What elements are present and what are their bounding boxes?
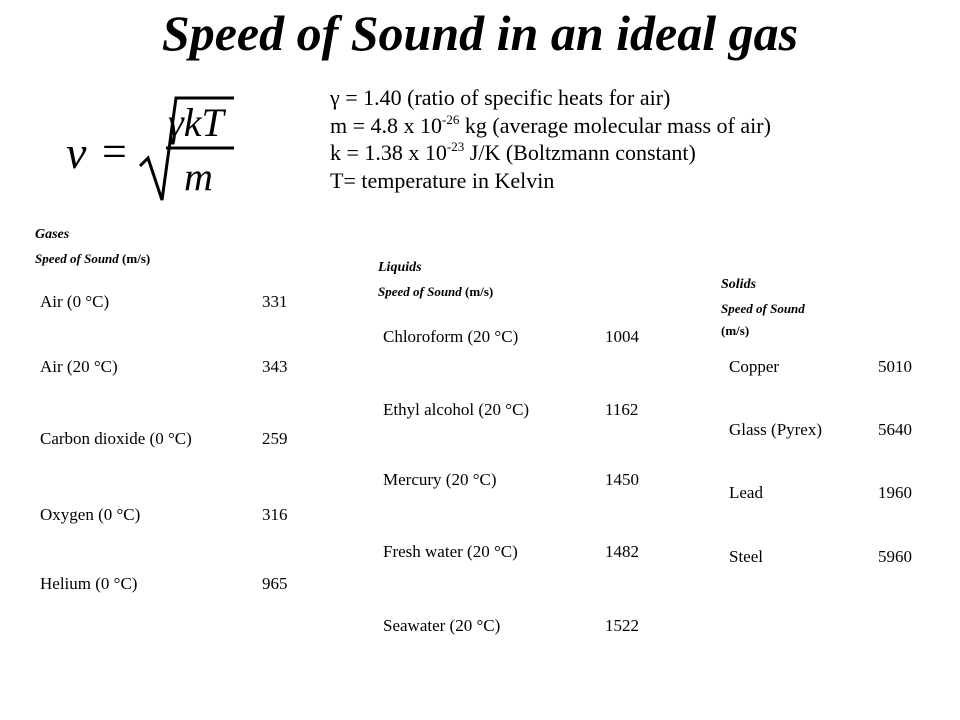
gas-name: Helium (0 °C): [40, 574, 138, 593]
liquids-heading: [378, 255, 493, 303]
liquid-speed: 1004: [605, 327, 639, 346]
formula-parameters: [330, 84, 771, 194]
table-row: [40, 292, 288, 312]
formula-numerator: γkT: [168, 100, 224, 145]
liquid-speed: 1450: [605, 470, 639, 489]
table-row: [383, 400, 639, 420]
param-gamma: γ = 1.40 (ratio of specific heats for air): [330, 85, 671, 110]
gas-name: Air (20 °C): [40, 357, 118, 376]
gas-name: Oxygen (0 °C): [40, 505, 141, 524]
table-row: [40, 505, 288, 525]
solid-name: Copper: [729, 357, 780, 376]
gas-speed: 343: [262, 357, 288, 376]
gas-speed: 316: [262, 505, 288, 524]
solid-name: Lead: [729, 483, 763, 502]
solid-speed: 5640: [878, 420, 912, 439]
table-row: [383, 542, 639, 562]
liquid-name: Fresh water (20 °C): [383, 542, 518, 561]
formula-lhs: v: [66, 127, 87, 178]
gas-speed: 331: [262, 292, 288, 311]
table-row: [383, 616, 639, 636]
table-row: [729, 357, 912, 377]
formula-equals: =: [102, 127, 127, 176]
solid-speed: 1960: [878, 483, 912, 502]
table-row: [40, 429, 288, 449]
liquid-name: Chloroform (20 °C): [383, 327, 519, 346]
param-temperature: T= temperature in Kelvin: [330, 167, 555, 193]
solids-subheading: Speed of Sound (m/s): [721, 301, 805, 338]
gases-subheading: Speed of Sound (m/s): [35, 251, 151, 266]
gas-speed: 259: [262, 429, 288, 448]
liquid-name: Ethyl alcohol (20 °C): [383, 400, 530, 419]
liquid-speed: 1522: [605, 616, 639, 635]
table-row: [729, 483, 912, 503]
solid-speed: 5960: [878, 547, 912, 566]
gases-category: Gases: [35, 227, 70, 242]
table-row: [40, 574, 288, 594]
param-mass: m = 4.8 x $10^{-26}$ kg (average molecular mass of air): [330, 111, 771, 138]
gases-heading: [35, 222, 150, 270]
gas-name: Air (0 °C): [40, 292, 110, 311]
table-row: [383, 470, 639, 490]
liquid-speed: 1482: [605, 542, 639, 561]
table-row: [729, 420, 912, 440]
formula-denominator: m: [184, 154, 213, 199]
page-title: Speed of Sound in an ideal gas: [161, 5, 799, 61]
solid-name: Steel: [729, 547, 763, 566]
gas-speed: 965: [262, 574, 288, 593]
solids-category: Solids: [721, 277, 757, 292]
liquid-speed: 1162: [605, 400, 639, 419]
solids-heading: [721, 272, 861, 342]
solid-speed: 5010: [878, 357, 912, 376]
param-boltzmann: k = 1.38 x $10^{-23}$ J/K (Boltzmann constant): [330, 139, 696, 165]
speed-formula: [62, 92, 252, 204]
table-row: [729, 547, 912, 567]
liquids-subheading: Speed of Sound (m/s): [378, 284, 494, 299]
table-row: [383, 327, 639, 347]
liquids-category: Liquids: [378, 260, 422, 275]
solid-name: Glass (Pyrex): [729, 420, 823, 439]
gas-name: Carbon dioxide (0 °C): [40, 429, 192, 448]
liquid-name: Seawater (20 °C): [383, 616, 501, 635]
liquid-name: Mercury (20 °C): [383, 470, 497, 489]
table-row: [40, 357, 288, 377]
